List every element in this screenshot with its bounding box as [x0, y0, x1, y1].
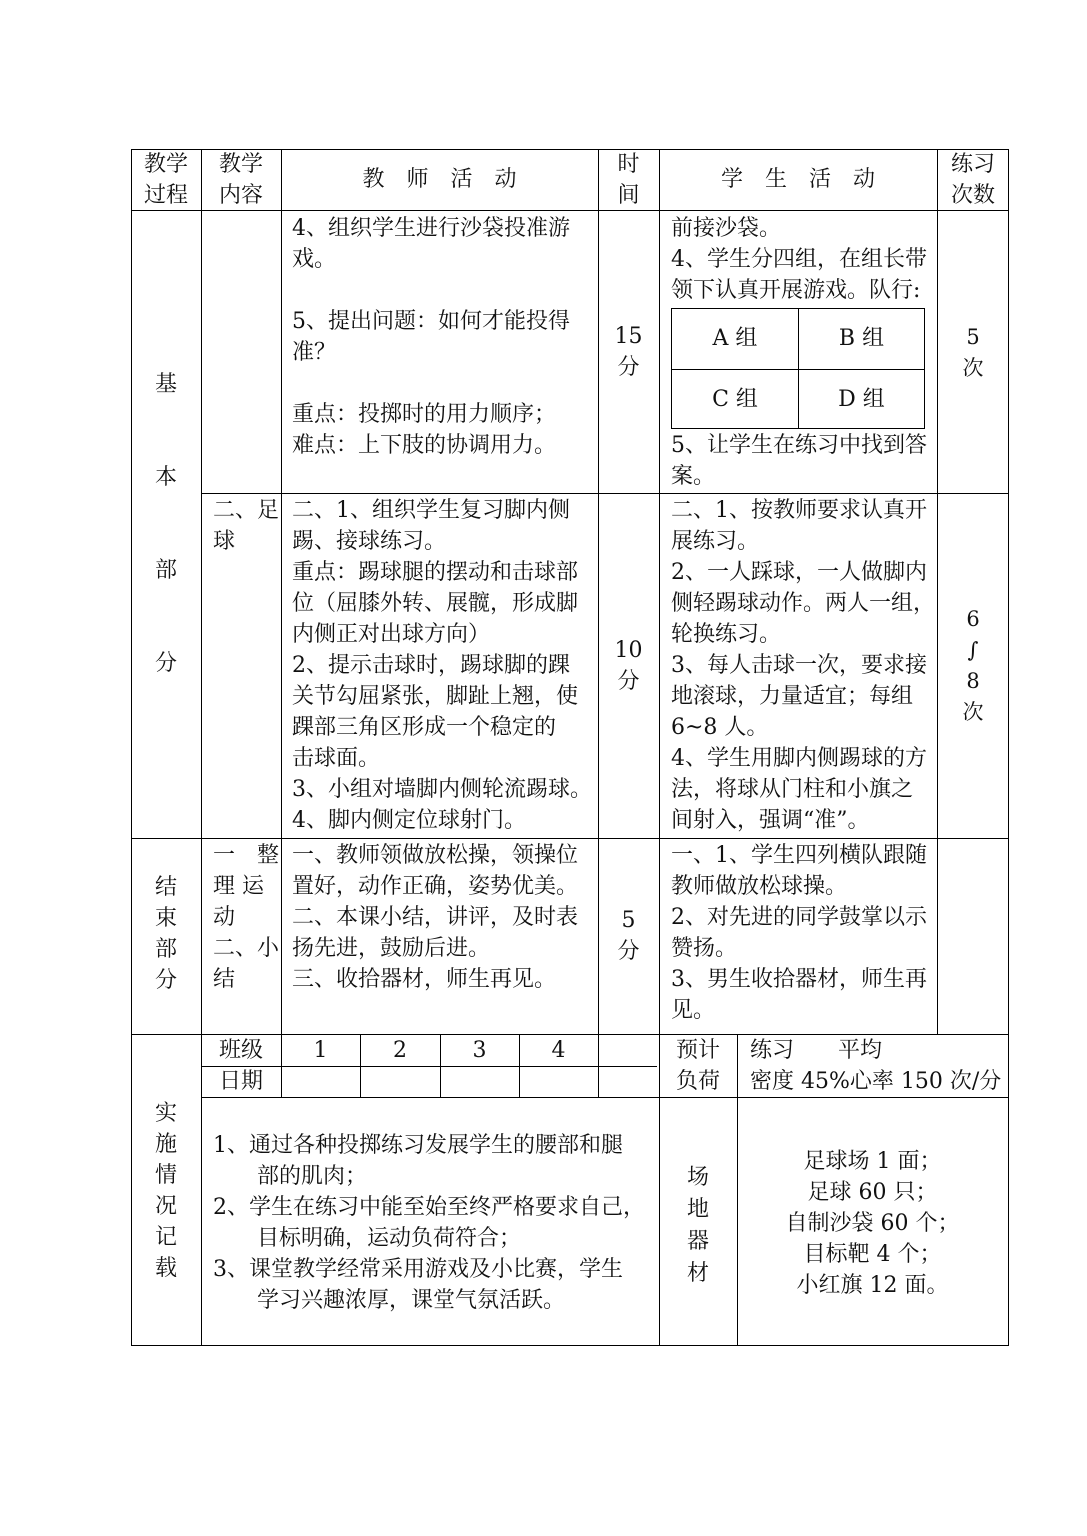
section-label-ending: 结 束 部 分: [154, 875, 177, 993]
header-student-activity: 学 生 活 动: [720, 167, 875, 192]
implementation-notes: 1、通过各种投掷练习发展学生的腰部和腿 部的肌肉； 2、学生在练习中能至始至终严格要求自己， 目标明确，运动负荷符合； 3、课堂教学经常采用游戏及小比赛，学生 学习兴趣浓厚，课堂气氛活跃。: [213, 1133, 645, 1313]
header-teacher-activity: 教 师 活 动: [362, 167, 517, 192]
venue-label: 场 地 器 材: [686, 1165, 709, 1286]
ending-content: 一 整 理 运 动 二、小 结: [213, 843, 280, 992]
basic-row1-time: 15 分: [614, 324, 643, 380]
class-1: 1: [313, 1038, 328, 1063]
date-label: 日期: [218, 1069, 263, 1094]
basic-row2-teacher: 二、1、组织学生复习脚内侧 踢、接球练习。 重点：踢球腿的摆动和击球部 位（屈膝外转、展髋，形成脚 内侧正对出球方向） 2、提示击球时，踢球脚的踝 关节勾屈紧张，脚趾上翘，使 踝部三角区形成一个稳定的 击球面。 3、小组对墙脚内侧轮流踢球。 4、脚内侧定位球射门。: [292, 498, 592, 833]
header-time: 时 间: [617, 152, 640, 208]
equipment-list: 足球场 1 面； 足球 60 只； 自制沙袋 60 个； 目标靶 4 个； 小红旗 12 面。: [785, 1149, 960, 1298]
ending-student: 一、1、学生四列横队跟随 教师做放松球操。 2、对先进的同学鼓掌以示 赞扬。 3、男生收拾器材，师生再 见。: [671, 843, 927, 1023]
basic-row1-count: 5 次: [962, 325, 984, 380]
group-grid: [671, 308, 925, 429]
basic-row2-content: 二、足 球: [213, 498, 280, 554]
ending-time: 5 分: [617, 908, 640, 964]
header-content: 教学 内容: [218, 152, 263, 208]
basic-row2-count: 6 ∫ 8 次: [962, 607, 984, 724]
lesson-plan-table: [131, 149, 1009, 1346]
group-a: A 组: [712, 326, 758, 351]
basic-row1-teacher: 4、组织学生进行沙袋投准游 戏。 5、提出问题：如何才能投得 准？ 重点：投掷时的用力顺序； 难点：上下肢的协调用力。: [292, 216, 570, 458]
group-d: D 组: [838, 387, 885, 412]
header-process: 教学 过程: [143, 152, 188, 208]
class-2: 2: [393, 1038, 407, 1063]
group-c: C 组: [712, 387, 758, 412]
group-b: B 组: [838, 326, 885, 351]
section-label-basic: 基 本 部 分: [154, 372, 177, 676]
basic-row2-student: 二、1、按教师要求认真开 展练习。 2、一人踩球，一人做脚内 侧轻踢球动作。两人一组， 轮换练习。 3、每人击球一次，要求接 地滚球，力量适宜；每组 6~8 人。 4、学生用脚内侧踢球的方 法，将球从门柱和小旗之 间射入，强调“准”。: [671, 498, 936, 833]
load-values: 练习 平均 密度 45%心率 150 次/分: [750, 1038, 1002, 1094]
class-3: 3: [472, 1038, 487, 1063]
class-4: 4: [551, 1038, 566, 1063]
basic-row2-time: 10 分: [614, 638, 643, 694]
basic-row1-student-bottom: 5、让学生在练习中找到答 案。: [671, 433, 927, 489]
section-label-record: 实 施 情 况 记 载: [154, 1101, 177, 1281]
basic-row1-student-top: 前接沙袋。 4、学生分四组，在组长带 领下认真开展游戏。队行:: [671, 216, 927, 303]
class-label: 班级: [218, 1038, 263, 1063]
load-label: 预计 负荷: [675, 1038, 720, 1094]
header-practice-count: 练习 次数: [950, 152, 995, 208]
ending-teacher: 一、教师领做放松操，领操位 置好，动作正确，姿势优美。 二、本课小结，讲评，及时表 扬先进，鼓励后进。 三、收拾器材，师生再见。: [292, 843, 579, 992]
